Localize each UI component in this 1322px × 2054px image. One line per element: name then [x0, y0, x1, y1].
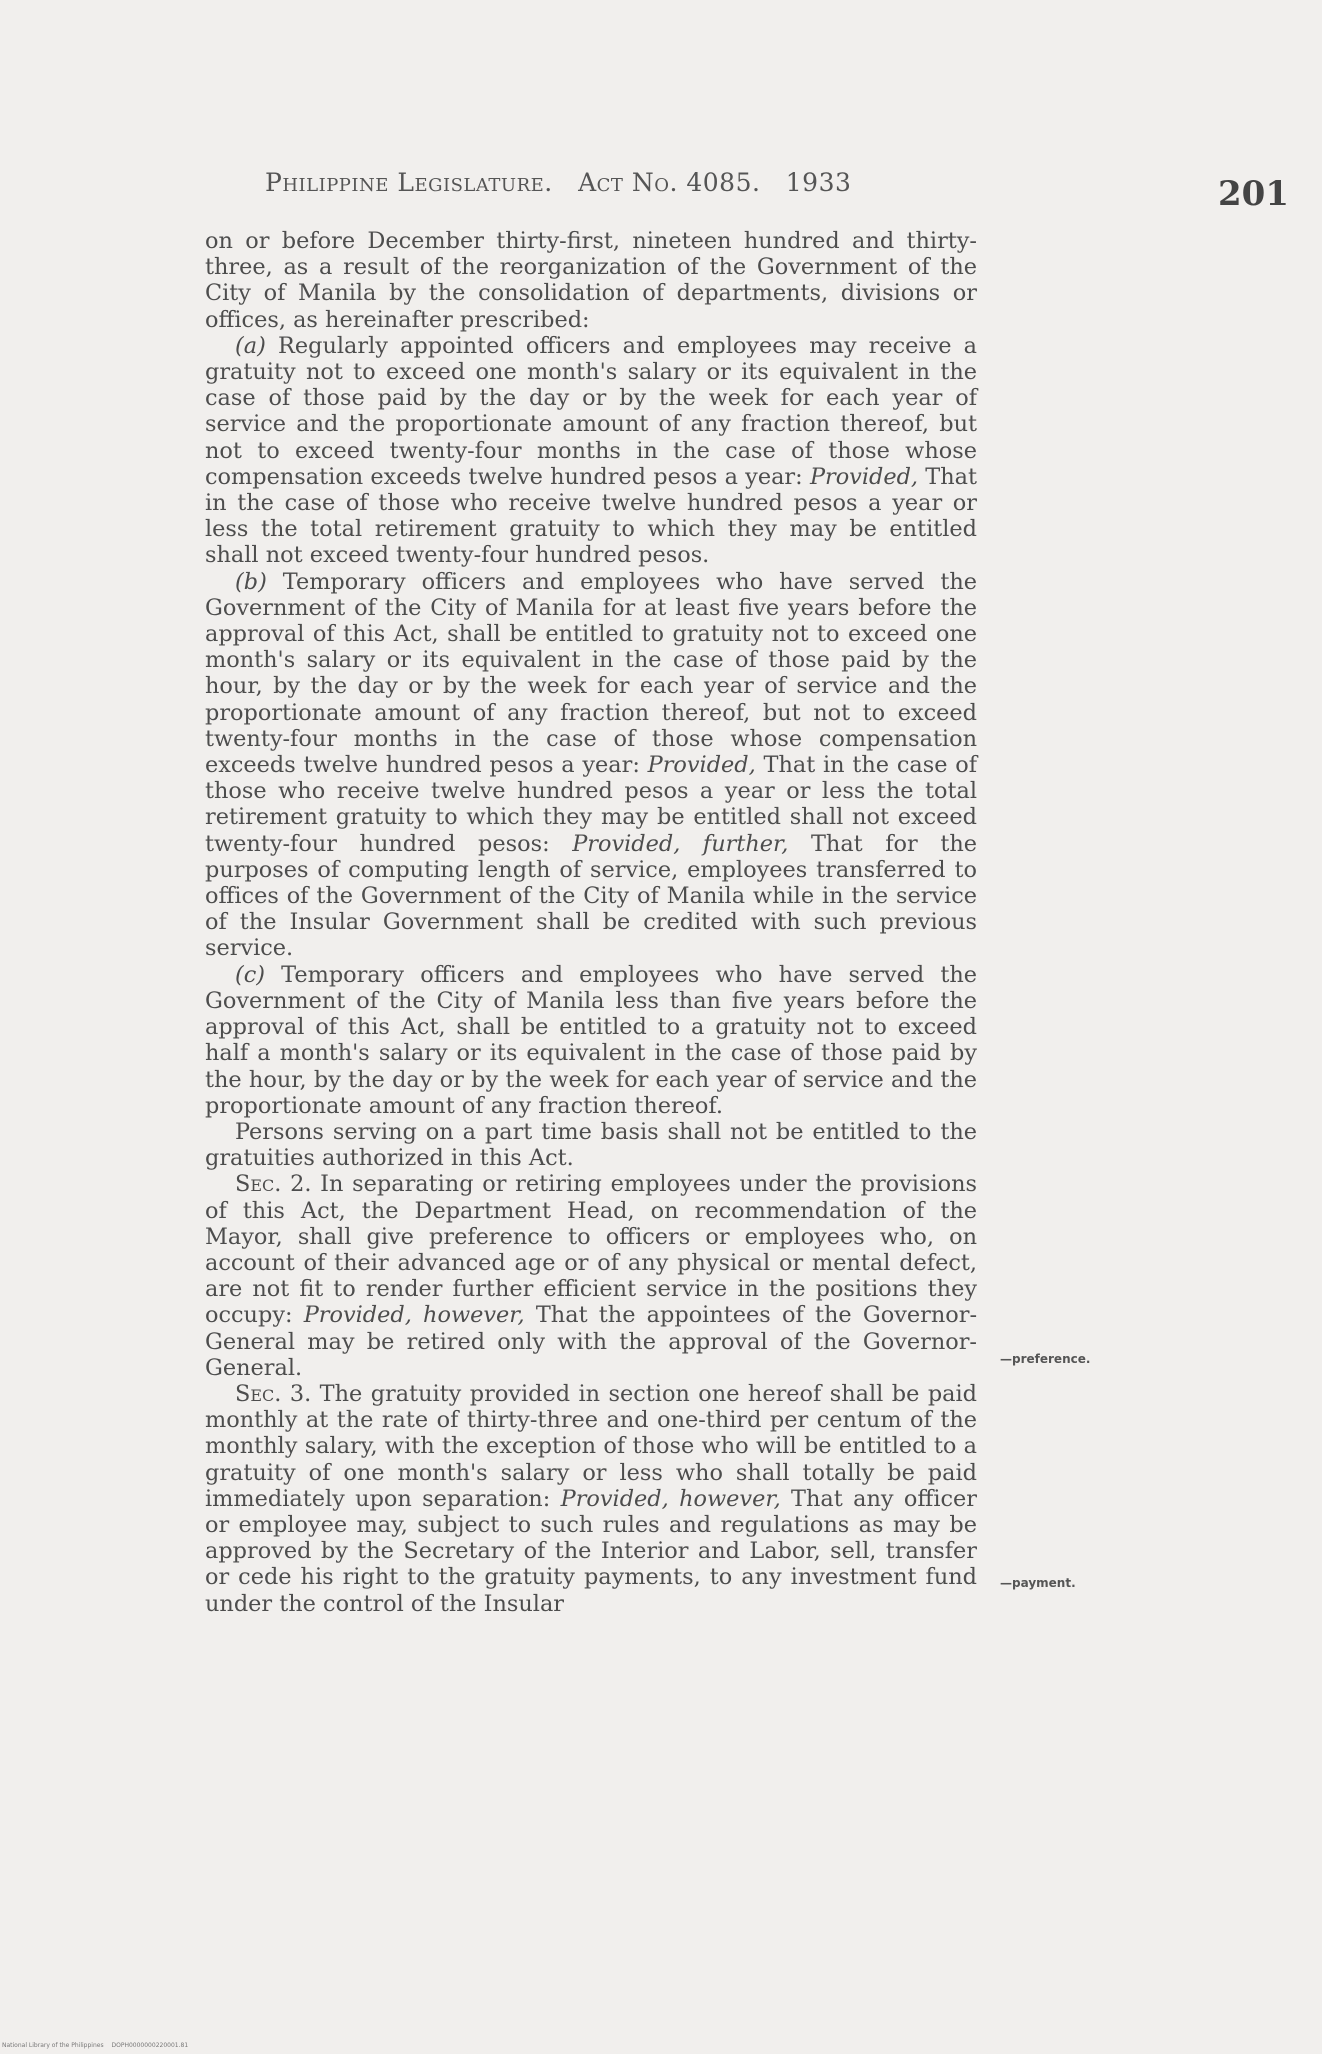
paragraph-b-text-3: That for the purposes of computing length of service, employees transferred to offices of the Government of the City of Manila while in the service of the Insular Government shall be credited with such previous service.: [205, 830, 977, 962]
margin-note-preference: —preference.: [1000, 1352, 1091, 1366]
paragraph-a: [205, 333, 977, 569]
paragraph-c-text-1: Temporary officers and employees who have served the Government of the City of Manila less than five years before the approval of this Act, shall be entitled to a gratuity not to exceed half a month's salary or its equivalent in the case of those paid by the hour, by the day or by the week for each year of service and the proportionate amount of any fraction thereof.: [205, 961, 977, 1119]
footer-source: National Library of the Philippines: [2, 2042, 104, 2049]
section-2-text-2: That the appointees of the Governor-General may be retired only with the approval of the Governor-General.: [205, 1302, 978, 1381]
section-3-proviso: Provided, however,: [560, 1485, 781, 1512]
paragraph-b-text-2: That in the case of those who receive twelve hundred pesos a year or less the total retirement gratuity to which they may be entitled shall not exceed twenty-four hundred pesos:: [205, 752, 977, 857]
running-header: [265, 168, 915, 197]
paragraph-c: [205, 962, 977, 1119]
paragraph-c-label: (c): [235, 961, 266, 988]
paragraph-b-label: (b): [235, 568, 267, 595]
paragraph-a-proviso: Provided,: [809, 463, 919, 490]
section-2-text-1: In separating or retiring employees under the provisions of this Act, the Department Head, on recommendation of the Mayor, shall give preference to officers or employees who, on account of their advanced age or of any physical or mental defect, are not fit to render further efficient service in the positions they occupy:: [205, 1171, 978, 1329]
paragraph-b-proviso-1: Provided,: [647, 752, 756, 779]
paragraph-part-time: Persons serving on a part time basis shall not be entitled to the gratuities authorized in this Act.: [205, 1118, 977, 1172]
margin-note-payment: —payment.: [1000, 1576, 1076, 1590]
section-3-label: Sec. 3.: [235, 1380, 312, 1407]
section-2: [205, 1171, 977, 1381]
page-number: 201: [1218, 174, 1289, 214]
header-year: 1933: [785, 168, 852, 197]
header-legislature: Philippine Legislature.: [265, 168, 553, 197]
intro-paragraph: on or before December thirty-first, nineteen hundred and thirty-three, as a result of the reorganization of the Government of the City of Manila by the consolidation of departments, divisions or offices, as hereinafter prescribed:: [205, 228, 977, 333]
paragraph-a-text-2: That in the case of those who receive twelve hundred pesos a year or less the total retirement gratuity to which they may be entitled shall not exceed twenty-four hundred pesos.: [205, 463, 978, 569]
paragraph-b-proviso-2: Provided, further,: [572, 830, 789, 857]
section-2-label: Sec. 2.: [235, 1171, 312, 1198]
section-3-text-1: The gratuity provided in section one hereof shall be paid monthly at the rate of thirty-three and one-third per centum of the monthly salary, with the exception of those who will be entitled to a gratuity of one month's salary or less who shall totally be paid immediately upon separation:: [205, 1380, 977, 1512]
section-3-text-2: That any officer or employee may, subject to such rules and regulations as may be approved by the Secretary of the Interior and Labor, sell, transfer or cede his right to the gratuity payments, to any investment fund under the control of the Insular: [205, 1485, 977, 1617]
body-text: [205, 228, 977, 1617]
header-act-number: Act No. 4085.: [578, 168, 761, 197]
paragraph-b: [205, 569, 977, 962]
paragraph-b-text-1: Temporary officers and employees who have served the Government of the City of Manila for at least five years before the approval of this Act, shall be entitled to gratuity not to exceed one month's salary or its equivalent in the case of those paid by the hour, by the day or by the week for each year of service and the proportionate amount of any fraction thereof, but not to exceed twenty-four months in the case of those whose compensation exceeds twelve hundred pesos a year:: [205, 568, 977, 779]
footer-watermark: [2, 2042, 194, 2049]
section-3: [205, 1381, 977, 1617]
paragraph-a-label: (a): [235, 332, 266, 359]
section-2-proviso: Provided, however,: [303, 1302, 525, 1329]
paragraph-a-text-1: Regularly appointed officers and employees may receive a gratuity not to exceed one month's salary or its equivalent in the case of those paid by the day or by the week for each year of service and the proportionate amount of any fraction thereof, but not to exceed twenty-four months in the case of those whose compensation exceeds twelve hundred pesos a year:: [205, 332, 977, 490]
footer-code: DOPH0000000220001.81: [111, 2042, 189, 2049]
